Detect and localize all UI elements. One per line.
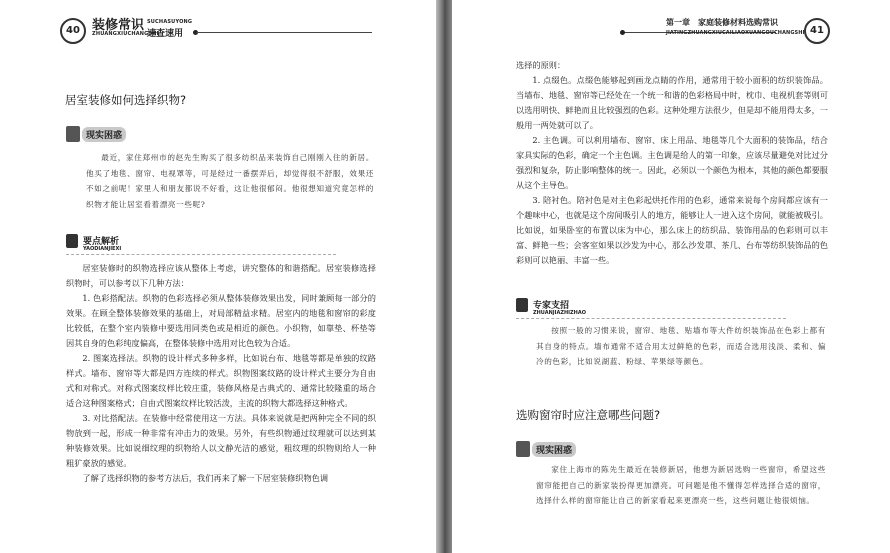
right-body-paragraph: 2. 主色调。可以利用墙布、窗帘、床上用品、地毯等几个大面积的装饰品，结合家具实际的色彩，确定一个主色调。主色调是给人的第一印象，应该尽量避免对比过分强烈和复杂，防止影响整体的统一。因此，必须以一个颜色为根本，其他的颜色都要服从这个主导色。 <box>516 135 828 190</box>
right-case-text <box>536 462 826 509</box>
expert-tag-label: 专家支招 <box>533 301 570 311</box>
right-question-title: 选购窗帘时应注意哪些问题? <box>516 408 661 422</box>
right-page-number: 41 <box>804 18 830 44</box>
expert-paragraph: 按照一般的习惯来说，窗帘、地毯、贴墙布等大件纺织装饰品在色彩上都有其自身的特点。墙布通常不适合用太过鲜艳的色彩，而适合选用浅淡、柔和、偏冷的色彩，比如说湖蓝、粉绿、苹果绿等颜色。 <box>536 326 826 366</box>
header-rule <box>196 32 372 33</box>
left-case-tag <box>66 126 146 144</box>
left-body-paragraph: 1. 色彩搭配法。织物的色彩选择必须从整体装修效果出发，同时兼顾每一部分的效果。在顾全整体装修效果的基础上，对局部精益求精。居室内的地毯和窗帘的彩度比较低，在整个室内装修中要选用同类色或是相近的颜色。小织物，如靠垫、杯垫等因其自身的色彩纯度偏高，在整体装修中选用对比色较为合适。 <box>66 293 376 348</box>
right-body-paragraph: 选择的原则： <box>516 60 566 70</box>
chapter-pinyin: JIATINGZHUANGXIUCAILIAOXUANGOUCHANGSHI <box>666 30 805 36</box>
expert-tag-pinyin: ZHUANJIAZHIZHAO <box>533 310 586 316</box>
expert-icon <box>516 298 528 312</box>
brand-sub: 速查速用 <box>147 29 184 39</box>
right-page <box>452 0 890 553</box>
left-body-paragraph: 2. 图案选择法。织物的设计样式多种多样，比如说台布、地毯等都是单独的纹路样式。墙布、窗帘等大都是四方连续的样式。织物图案纹路的设计样式主要分为自由式和对称式。对称式图案纹样比较庄重，装修风格是古典式的、通常比较隆重的场合适合这种图案格式；自由式图案纹样比较活泼，主流的织物大都选择这种格式。 <box>66 353 376 408</box>
key-points-label: 要点解析 <box>83 237 120 247</box>
left-body-paragraph: 3. 对比搭配法。在装修中经常使用这一方法。具体来说就是把两种完全不同的织物放到一起，形成一种非常有冲击力的效果。另外，有些织物通过纹理就可以达到某种装修效果。比如说细纹理的织物给人以文静光洁的感觉，粗纹理的织物则给人一种粗犷豪放的感觉。 <box>66 413 376 468</box>
question-mark-icon <box>516 441 530 457</box>
expert-divider <box>516 318 786 319</box>
left-question-title: 居室装修如何选择织物? <box>65 93 187 107</box>
left-body-paragraph: 居室装修时的织物选择应该从整体上考虑，讲究整体的和谐搭配。居室装修选择织物时，可以参考以下几种方法： <box>66 263 376 288</box>
book-gutter <box>436 0 452 553</box>
brand-title: 装修常识 <box>92 18 145 33</box>
left-body-paragraph: 了解了选择织物的参考方法后，我们再来了解一下居室装修织物色调 <box>82 473 329 483</box>
right-case-paragraph: 家住上海市的陈先生最近在装修新居，他想为新居选购一些窗帘，希望这些窗帘能把自己的新家装扮得更加漂亮。可问题是他不懂得怎样选择合适的窗帘，选择什么样的窗帘能让自己的新家看起来更漂亮一些，这些问题让他很烦恼。 <box>536 465 826 505</box>
right-body-paragraph: 3. 陪衬色。陪衬色是对主色彩起烘托作用的色彩，通常来说每个房间都应该有一个趣味中心，也就是这个房间吸引人的地方，能够让人一进入这个房间，就能被吸引。比如说，如果卧室的布置以床为中心，那么床上的纺织品、装饰用品的色彩则可以丰富、鲜艳一些；会客室如果以沙发为中心，那么沙发罩、茶几、台布等纺织装饰品的色彩则可以艳丽、丰富一些。 <box>516 195 828 265</box>
right-header-dot <box>620 30 625 35</box>
expert-tag <box>516 298 816 320</box>
brand-pinyin: ZHUANGXIUCHANGSHI <box>92 31 159 37</box>
question-mark-icon <box>66 126 80 142</box>
chapter-title: 第一章 家庭装修材料选购常识 <box>666 17 778 27</box>
left-body <box>66 261 376 486</box>
right-case-tag-label: 现实困惑 <box>532 442 576 457</box>
right-body-paragraph: 1. 点缀色。点缀色能够起到画龙点睛的作用，通常用于较小面积的纺织装饰品。当墙布、地毯、窗帘等已经处在一个统一和谐的色彩格局中时，枕巾、电视机套等则可以选用明快、鲜艳而且比较强烈的色彩。这种处理方法很少，但是却不能用得太多，一般用一两处就可以了。 <box>516 75 828 130</box>
left-case-text <box>86 150 374 212</box>
brand-sub-pinyin: SUCHASUYONG <box>147 19 193 25</box>
key-points-tag <box>66 234 366 256</box>
key-points-divider <box>66 254 336 255</box>
key-points-pinyin: YAODIANJIEXI <box>83 246 122 252</box>
right-body <box>516 58 828 268</box>
key-points-icon <box>66 234 78 248</box>
right-case-tag <box>516 441 596 459</box>
expert-text <box>536 323 826 370</box>
left-case-tag-label: 现实困惑 <box>82 127 126 142</box>
left-page-number: 40 <box>60 18 86 44</box>
left-case-paragraph: 最近，家住郑州市的赵先生购买了很多纺织品来装饰自己刚刚入住的新居。他买了地毯、窗帘、电视罩等，可是经过一番摆弄后，却觉得很不舒服，效果还不如之前呢！家里人和朋友都说不好看，这让他很郁闷。他很想知道究竟怎样的织物才能让居室看着漂亮一些呢? <box>86 153 374 209</box>
left-page <box>0 0 436 553</box>
